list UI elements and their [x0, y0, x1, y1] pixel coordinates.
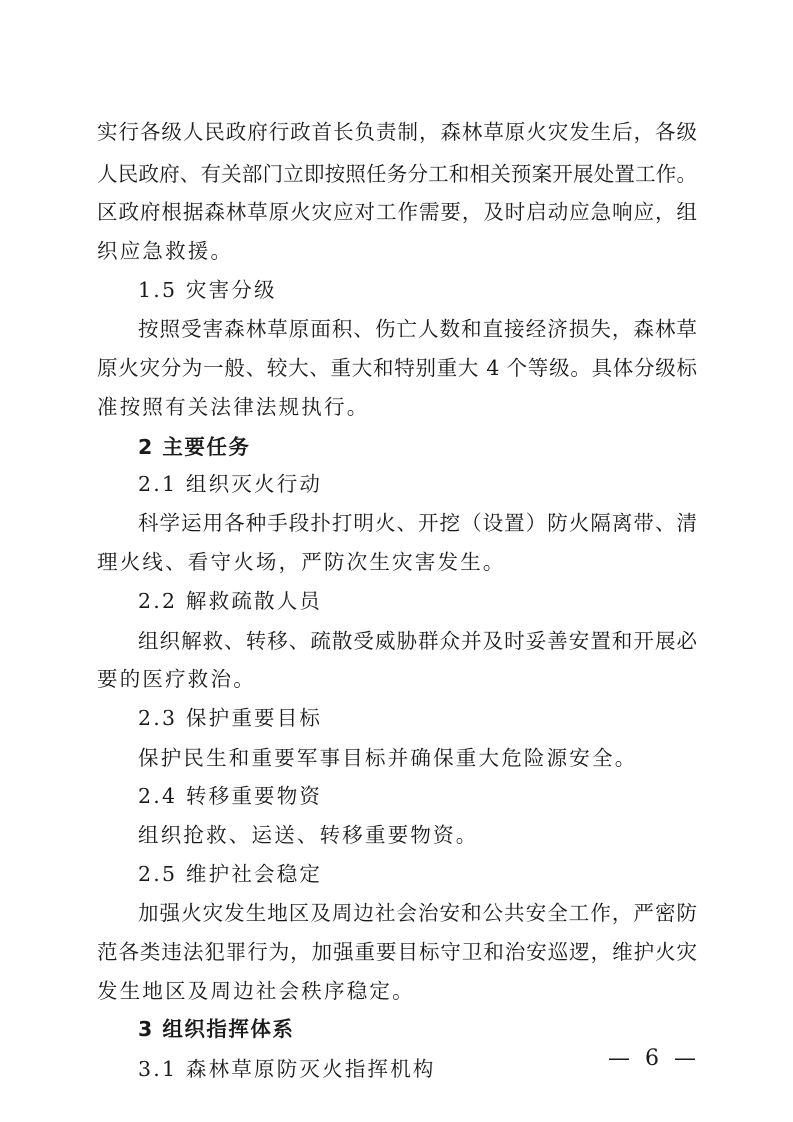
paragraph-line: 织应急救援。 — [97, 239, 234, 263]
chapter-heading-2: 2 主要任务 — [138, 435, 251, 459]
paragraph-line: 原火灾分为一般、较大、重大和特别重大 4 个等级。具体分级标 — [97, 356, 697, 380]
section-heading-2-4: 2.4 转移重要物资 — [138, 784, 323, 808]
paragraph-line: 实行各级人民政府行政首长负责制，森林草原火灾发生后，各级 — [97, 120, 697, 144]
paragraph-line: 科学运用各种手段扑打明火、开挖（设置）防火隔离带、清 — [138, 511, 697, 535]
paragraph-line: 范各类违法犯罪行为，加强重要目标守卫和治安巡逻，维护火灾 — [97, 940, 697, 964]
paragraph-line: 组织解救、转移、疏散受威胁群众并及时妥善安置和开展必 — [138, 629, 697, 653]
paragraph-line: 人民政府、有关部门立即按照任务分工和相关预案开展处置工作。 — [97, 162, 697, 186]
section-heading-1-5: 1.5 灾害分级 — [138, 278, 277, 302]
paragraph-line: 按照受害森林草原面积、伤亡人数和直接经济损失，森林草 — [138, 317, 697, 341]
paragraph-line: 区政府根据森林草原火灾应对工作需要，及时启动应急响应，组 — [97, 200, 697, 224]
paragraph-line: 准按照有关法律法规执行。 — [97, 395, 370, 419]
paragraph-line: 要的医疗救治。 — [97, 667, 256, 691]
section-heading-2-5: 2.5 维护社会稳定 — [138, 862, 323, 886]
paragraph-line: 组织抢救、运送、转移重要物资。 — [138, 823, 479, 847]
section-heading-3-1: 3.1 森林草原防灭火指挥机构 — [138, 1057, 436, 1081]
section-heading-2-1: 2.1 组织灭火行动 — [138, 472, 323, 496]
section-heading-2-2: 2.2 解救疏散人员 — [138, 589, 323, 613]
paragraph-line: 保护民生和重要军事目标并确保重大危险源安全。 — [138, 746, 638, 770]
chapter-heading-3: 3 组织指挥体系 — [138, 1017, 295, 1041]
page-number: — 6 — — [608, 1046, 700, 1071]
paragraph-line: 理火线、看守火场，严防次生灾害发生。 — [97, 550, 506, 574]
paragraph-line: 发生地区及周边社会秩序稳定。 — [97, 979, 415, 1003]
section-heading-2-3: 2.3 保护重要目标 — [138, 706, 323, 730]
paragraph-line: 加强火灾发生地区及周边社会治安和公共安全工作，严密防 — [138, 901, 697, 925]
